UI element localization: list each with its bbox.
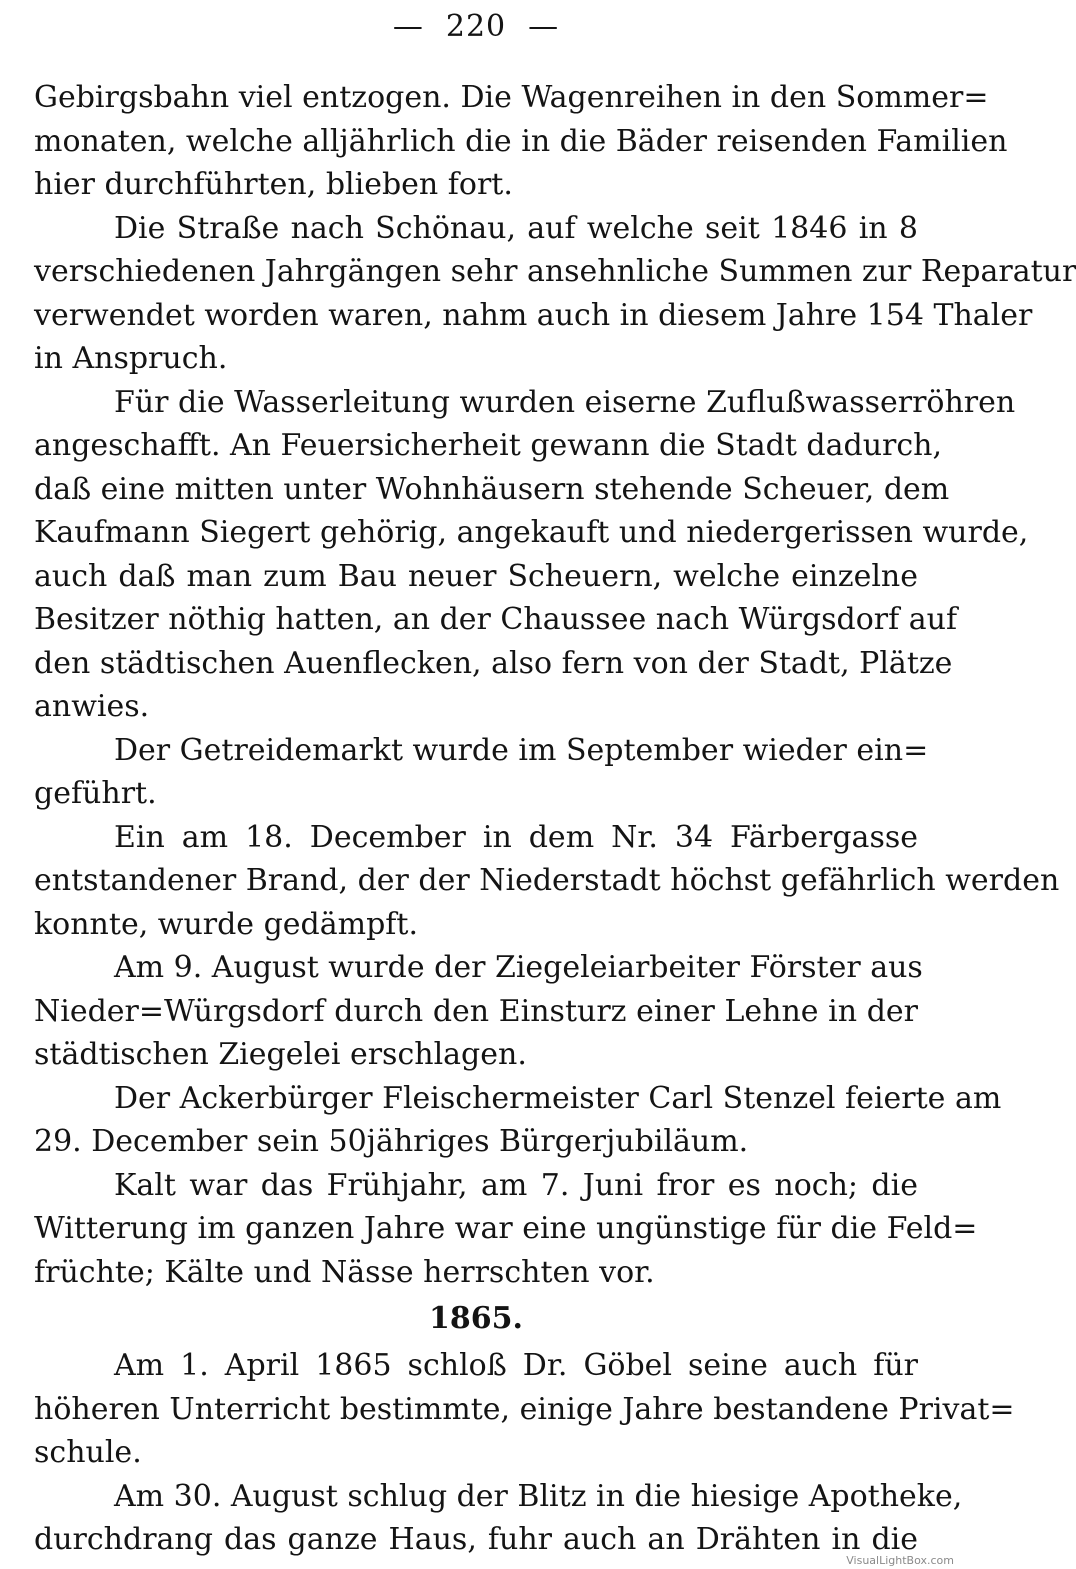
text-line: hier durchführten, blieben fort. (34, 167, 513, 202)
text-line: Kaufmann Siegert gehörig, angekauft und niedergerissen wurde, (34, 515, 1029, 550)
text-line: daß eine mitten unter Wohnhäusern stehende Scheuer, dem (34, 471, 950, 507)
text-line: geführt. (34, 776, 157, 811)
text-line: städtischen Ziegelei erschlagen. (34, 1037, 527, 1072)
text-line: konnte, wurde gedämpft. (34, 906, 418, 942)
text-line: Ein am 18. December in dem Nr. 34 Färbergasse (114, 819, 918, 855)
text-line: auch daß man zum Bau neuer Scheuern, welche einzelne (34, 558, 918, 594)
text-line: Am 1. April 1865 schloß Dr. Göbel seine auch für (114, 1348, 918, 1383)
header-dash-right: — (528, 8, 560, 44)
paragraph (34, 729, 929, 816)
text-line: Gebirgsbahn viel entzogen. Die Wagenreihen in den Sommer= (34, 80, 989, 115)
text-line: verwendet worden waren, nahm auch in diesem Jahre 154 Thaler (34, 297, 1033, 333)
text-line: verschiedenen Jahrgängen sehr ansehnliche Summen zur Reparatur (34, 254, 1076, 289)
paragraph (34, 1344, 1015, 1475)
text-line: Witterung im ganzen Jahre war eine ungünstige für die Feld= (34, 1211, 978, 1246)
paragraph (34, 381, 1029, 729)
book-page (34, 0, 1076, 1569)
text-line: Am 30. August schlug der Blitz in die hiesige Apotheke, (114, 1478, 963, 1514)
text-line: Nieder=Würgsdorf durch den Einsturz einer Lehne in der (34, 993, 918, 1029)
text-line: früchte; Kälte und Nässe herrschten vor. (34, 1254, 655, 1290)
page-number: 220 (445, 8, 507, 44)
page-header (34, 4, 918, 48)
header-dash-left: — (392, 8, 424, 44)
paragraph (34, 816, 1060, 947)
paragraph (34, 1077, 1002, 1164)
text-line: monaten, welche alljährlich die in die Bäder reisenden Familien (34, 123, 1008, 159)
paragraph (34, 76, 1008, 207)
text-line: Besitzer nöthig hatten, an der Chaussee nach Würgsdorf auf (34, 602, 958, 637)
year-heading: 1865. (429, 1301, 523, 1336)
text-line: entstandener Brand, der der Niederstadt höchst gefährlich werden (34, 863, 1060, 898)
text-line: Der Getreidemarkt wurde im September wieder ein= (114, 732, 929, 768)
text-line: durchdrang das ganze Haus, fuhr auch an Drähten in die (34, 1522, 918, 1557)
text-line: 29. December sein 50jähriges Bürgerjubiläum. (34, 1124, 749, 1159)
paragraph (34, 1164, 978, 1295)
text-line: Am 9. August wurde der Ziegeleiarbeiter Förster aus (114, 950, 923, 985)
paragraph (34, 207, 1076, 381)
text-line: Für die Wasserleitung wurden eiserne Zuflußwasserröhren (114, 384, 1016, 420)
text-line: in Anspruch. (34, 341, 228, 376)
text-line: den städtischen Auenflecken, also fern von der Stadt, Plätze (34, 645, 953, 681)
text-line: Kalt war das Frühjahr, am 7. Juni fror es noch; die (114, 1167, 918, 1203)
text-line: Die Straße nach Schönau, auf welche seit 1846 in 8 (114, 210, 918, 246)
text-line: schule. (34, 1435, 142, 1470)
watermark: VisualLightBox.com (846, 1554, 954, 1567)
text-line: anwies. (34, 689, 150, 724)
text-line: höheren Unterricht bestimmte, einige Jahre bestandene Privat= (34, 1391, 1015, 1427)
paragraph (34, 946, 923, 1077)
text-line: Der Ackerbürger Fleischermeister Carl Stenzel feierte am (114, 1080, 1002, 1116)
text-line: angeschafft. An Feuersicherheit gewann die Stadt dadurch, (34, 428, 943, 463)
